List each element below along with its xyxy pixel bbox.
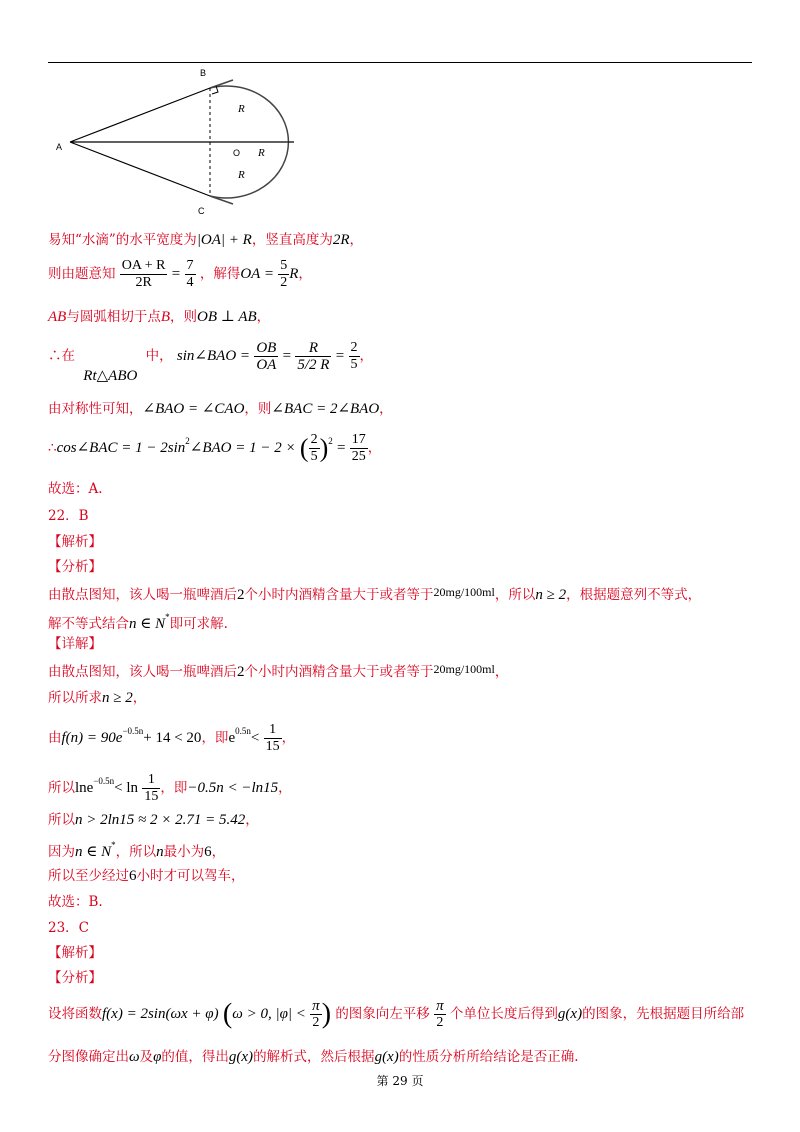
s21-line-3: AB与圆弧相切于点B，则OB ⊥ AB， <box>48 309 271 325</box>
label-a: A <box>56 142 63 152</box>
s21-line-4: ∴在 Rt△ABO 中， sin∠BAO = $\frac{OB}{OA}$ = $\frac{R}{5/2 R}$ = $\frac{2}{5}$ ， <box>48 340 374 384</box>
q22-detail-4: 所以lne$^{-0.5n}$< ln $\frac{1}{15}$ ，即−0.5n < −ln15， <box>48 772 292 804</box>
q22-detail-3: 由$f(n) = 90e^{-0.5n}+ 14 < 20$，即$e^{0.5n}<$ $\frac{1}{15}$ ， <box>48 722 296 754</box>
q22-head: 22．B <box>48 508 89 524</box>
s21-line-2: 则由题意知 $\frac{OA + R}{2R}$ = $\frac{7}{4}$ ，解得OA = $\frac{5}{2}$ R， <box>48 258 312 290</box>
q22-detail-7: 所以至少经过6小时才可以驾车， <box>48 868 245 884</box>
q22-detail-1: 由散点图知，该人喝一瓶啤酒后2个小时内酒精含量大于或者等于20mg/100ml， <box>48 662 509 680</box>
label-r-bottom: R <box>238 169 245 181</box>
label-r-right: R <box>258 147 265 159</box>
s21-line-1: 易知“水滴”的水平宽度为|OA| + R，竖直高度为2R， <box>48 232 364 248</box>
label-r-top: R <box>238 103 245 115</box>
label-c: C <box>198 206 205 216</box>
q22-jiexi: 【解析】 <box>48 534 102 550</box>
page-number: 第 29 页 <box>376 1074 424 1088</box>
q23-fenxi: 【分析】 <box>48 970 102 986</box>
q22-analysis-2: 解不等式结合n ∈ N*即可求解. <box>48 612 228 632</box>
q23-head: 23．C <box>48 920 90 936</box>
s21-line-6: ∴cos∠BAC = $1 - 2\sin^2\angle BAO = 1 - 2$ × ( $\frac{2}{5}$ )$^2$ = $\frac{17}{25}$ ， <box>48 432 382 464</box>
q23-jiexi: 【解析】 <box>48 945 102 961</box>
q23-analysis-2: 分图像确定出ω及φ的值，得出g(x)的解析式，然后根据g(x)的性质分析所给结论是否正确. <box>48 1049 579 1065</box>
q22-answer: 故选：B. <box>48 894 103 910</box>
q22-fenxi: 【分析】 <box>48 559 102 575</box>
header-rule <box>48 62 752 63</box>
q22-detail-2: 所以所求n ≥ 2， <box>48 690 147 706</box>
q23-analysis-1: 设将函数f(x) = 2sin(ωx + φ) (ω > 0, |φ| < $\frac{\pi}{2}$ ) 的图象向左平移 $\frac{\pi}{2}$ 个单位长度后得到g(x)的图象，先根据题目所给部 <box>48 998 745 1030</box>
s21-answer: 故选：A. <box>48 481 103 497</box>
label-o: O <box>233 148 241 158</box>
s21-line-5: 由对称性可知，∠BAO = ∠CAO，则∠BAC = 2∠BAO， <box>48 401 393 417</box>
q22-detail-6: 因为n ∈ N*，所以n最小为6， <box>48 840 226 860</box>
q22-xiangjie: 【详解】 <box>48 636 102 652</box>
q22-analysis-1: 由散点图知，该人喝一瓶啤酒后2个小时内酒精含量大于或者等于20mg/100ml，所以n ≥ 2，根据题意列不等式， <box>48 585 702 603</box>
water-drop-diagram <box>48 64 308 224</box>
q22-detail-5: 所以n > 2ln15 ≈ 2 × 2.71 = 5.42， <box>48 812 259 828</box>
label-b: B <box>200 68 207 78</box>
